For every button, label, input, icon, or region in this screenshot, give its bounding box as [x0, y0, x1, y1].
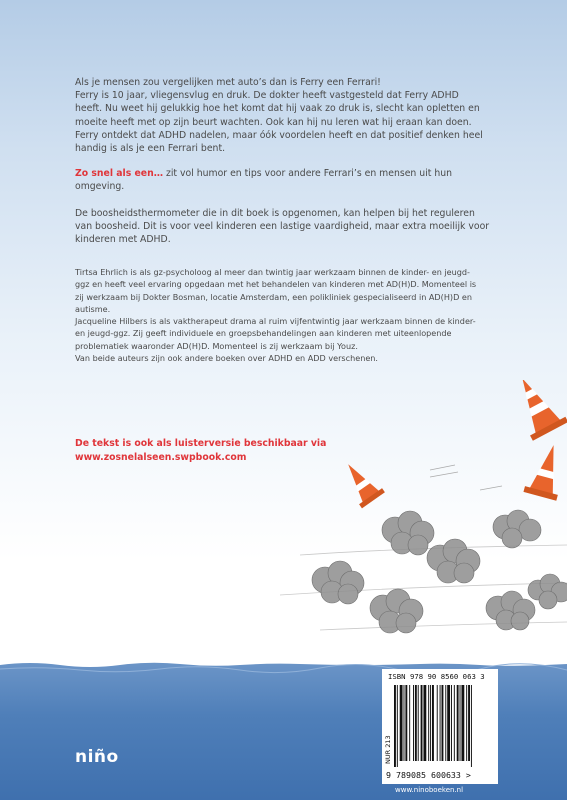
- intro-line: Ferry ontdekt dat ADHD nadelen, maar óók voordelen heeft en dat positief denken heel: [75, 129, 483, 141]
- authors-line: ggz en heeft veel ervaring opgedaan met het behandelen van kinderen met AD(H)D. Momenteel is: [75, 279, 477, 290]
- traffic-cone-icon: [337, 456, 385, 508]
- intro-line: moeite heeft met op zijn beurt wachten. Ook kan hij nu leren wat hij eraan kan doen.: [75, 116, 472, 128]
- authors-line: autisme.: [75, 303, 111, 314]
- promo-line: [75, 167, 515, 180]
- publisher-logo: niño: [75, 747, 119, 767]
- barcode-box: [382, 669, 498, 784]
- authors-line: Jacqueline Hilbers is als vaktherapeut drama al ruim vijfentwintig jaar werkzaam binnen de kinder-: [75, 316, 476, 327]
- traffic-cone-icon: [505, 380, 567, 441]
- thermometer-line: van boosheid. Dit is voor veel kinderen een lastige vaardigheid, maar extra moeilijk voor: [75, 221, 490, 233]
- audio-line: De tekst is ook als luisterversie beschikbaar via: [75, 438, 327, 449]
- publisher-website[interactable]: www.ninoboeken.nl: [395, 786, 464, 794]
- nur-code: NUR 213: [384, 735, 392, 764]
- promo-line: omgeving.: [75, 181, 125, 193]
- intro-line: Ferry is 10 jaar, vliegensvlug en druk. De dokter heeft vastgesteld dat Ferry ADHD: [75, 90, 459, 102]
- thermometer-line: kinderen met ADHD.: [75, 234, 171, 246]
- intro-line: handig is als je een Ferrari bent.: [75, 143, 226, 155]
- isbn-number: ISBN 978 90 8560 063 3: [388, 672, 485, 681]
- authors-line: Van beide auteurs zijn ook andere boeken over ADHD en ADD verschenen.: [75, 353, 379, 364]
- thermometer-paragraph: [75, 207, 515, 247]
- authors-line: Tirtsa Ehrlich is als gz-psycholoog al meer dan twintig jaar werkzaam binnen de kinder- en jeugd-: [75, 267, 470, 277]
- authors-paragraph: [75, 266, 520, 364]
- authors-line: en jeugd-ggz. Zij geeft individuele en groepsbehandelingen aan kinderen met uiteenlopende: [75, 328, 452, 339]
- traffic-cone-icon: [523, 441, 567, 501]
- authors-line: problematiek waaronder AD(H)D. Momenteel is zij werkzaam bij Youz.: [75, 340, 358, 351]
- ean-digits: 9 789085 600633 >: [386, 770, 471, 780]
- speed-lines: [430, 465, 502, 490]
- intro-paragraph: [75, 76, 515, 155]
- thermometer-line: De boosheidsthermometer die in dit boek is opgenomen, kan helpen bij het reguleren: [75, 208, 475, 219]
- audio-url[interactable]: www.zosnelalseen.swpbook.com: [75, 451, 247, 463]
- promo-paragraph: [75, 167, 515, 193]
- authors-line: zij werkzaam bij Dokter Bosman, locatie Amsterdam, een polikliniek gespecialiseerd in AD(H)D en: [75, 291, 472, 302]
- intro-line: Als je mensen zou vergelijken met auto’s dan is Ferry een Ferrari!: [75, 77, 381, 88]
- book-title-highlight: Zo snel als een…: [75, 168, 164, 179]
- intro-line: heeft. Nu weet hij gelukkig hoe het komt dat hij vaak zo druk is, slecht kan opletten en: [75, 103, 480, 115]
- dust-clouds: [312, 510, 567, 633]
- cones-illustration: [280, 380, 567, 660]
- barcode-icon: [394, 685, 494, 767]
- promo-line-rest: zit vol humor en tips voor andere Ferrari’s en mensen uit hun: [163, 168, 453, 179]
